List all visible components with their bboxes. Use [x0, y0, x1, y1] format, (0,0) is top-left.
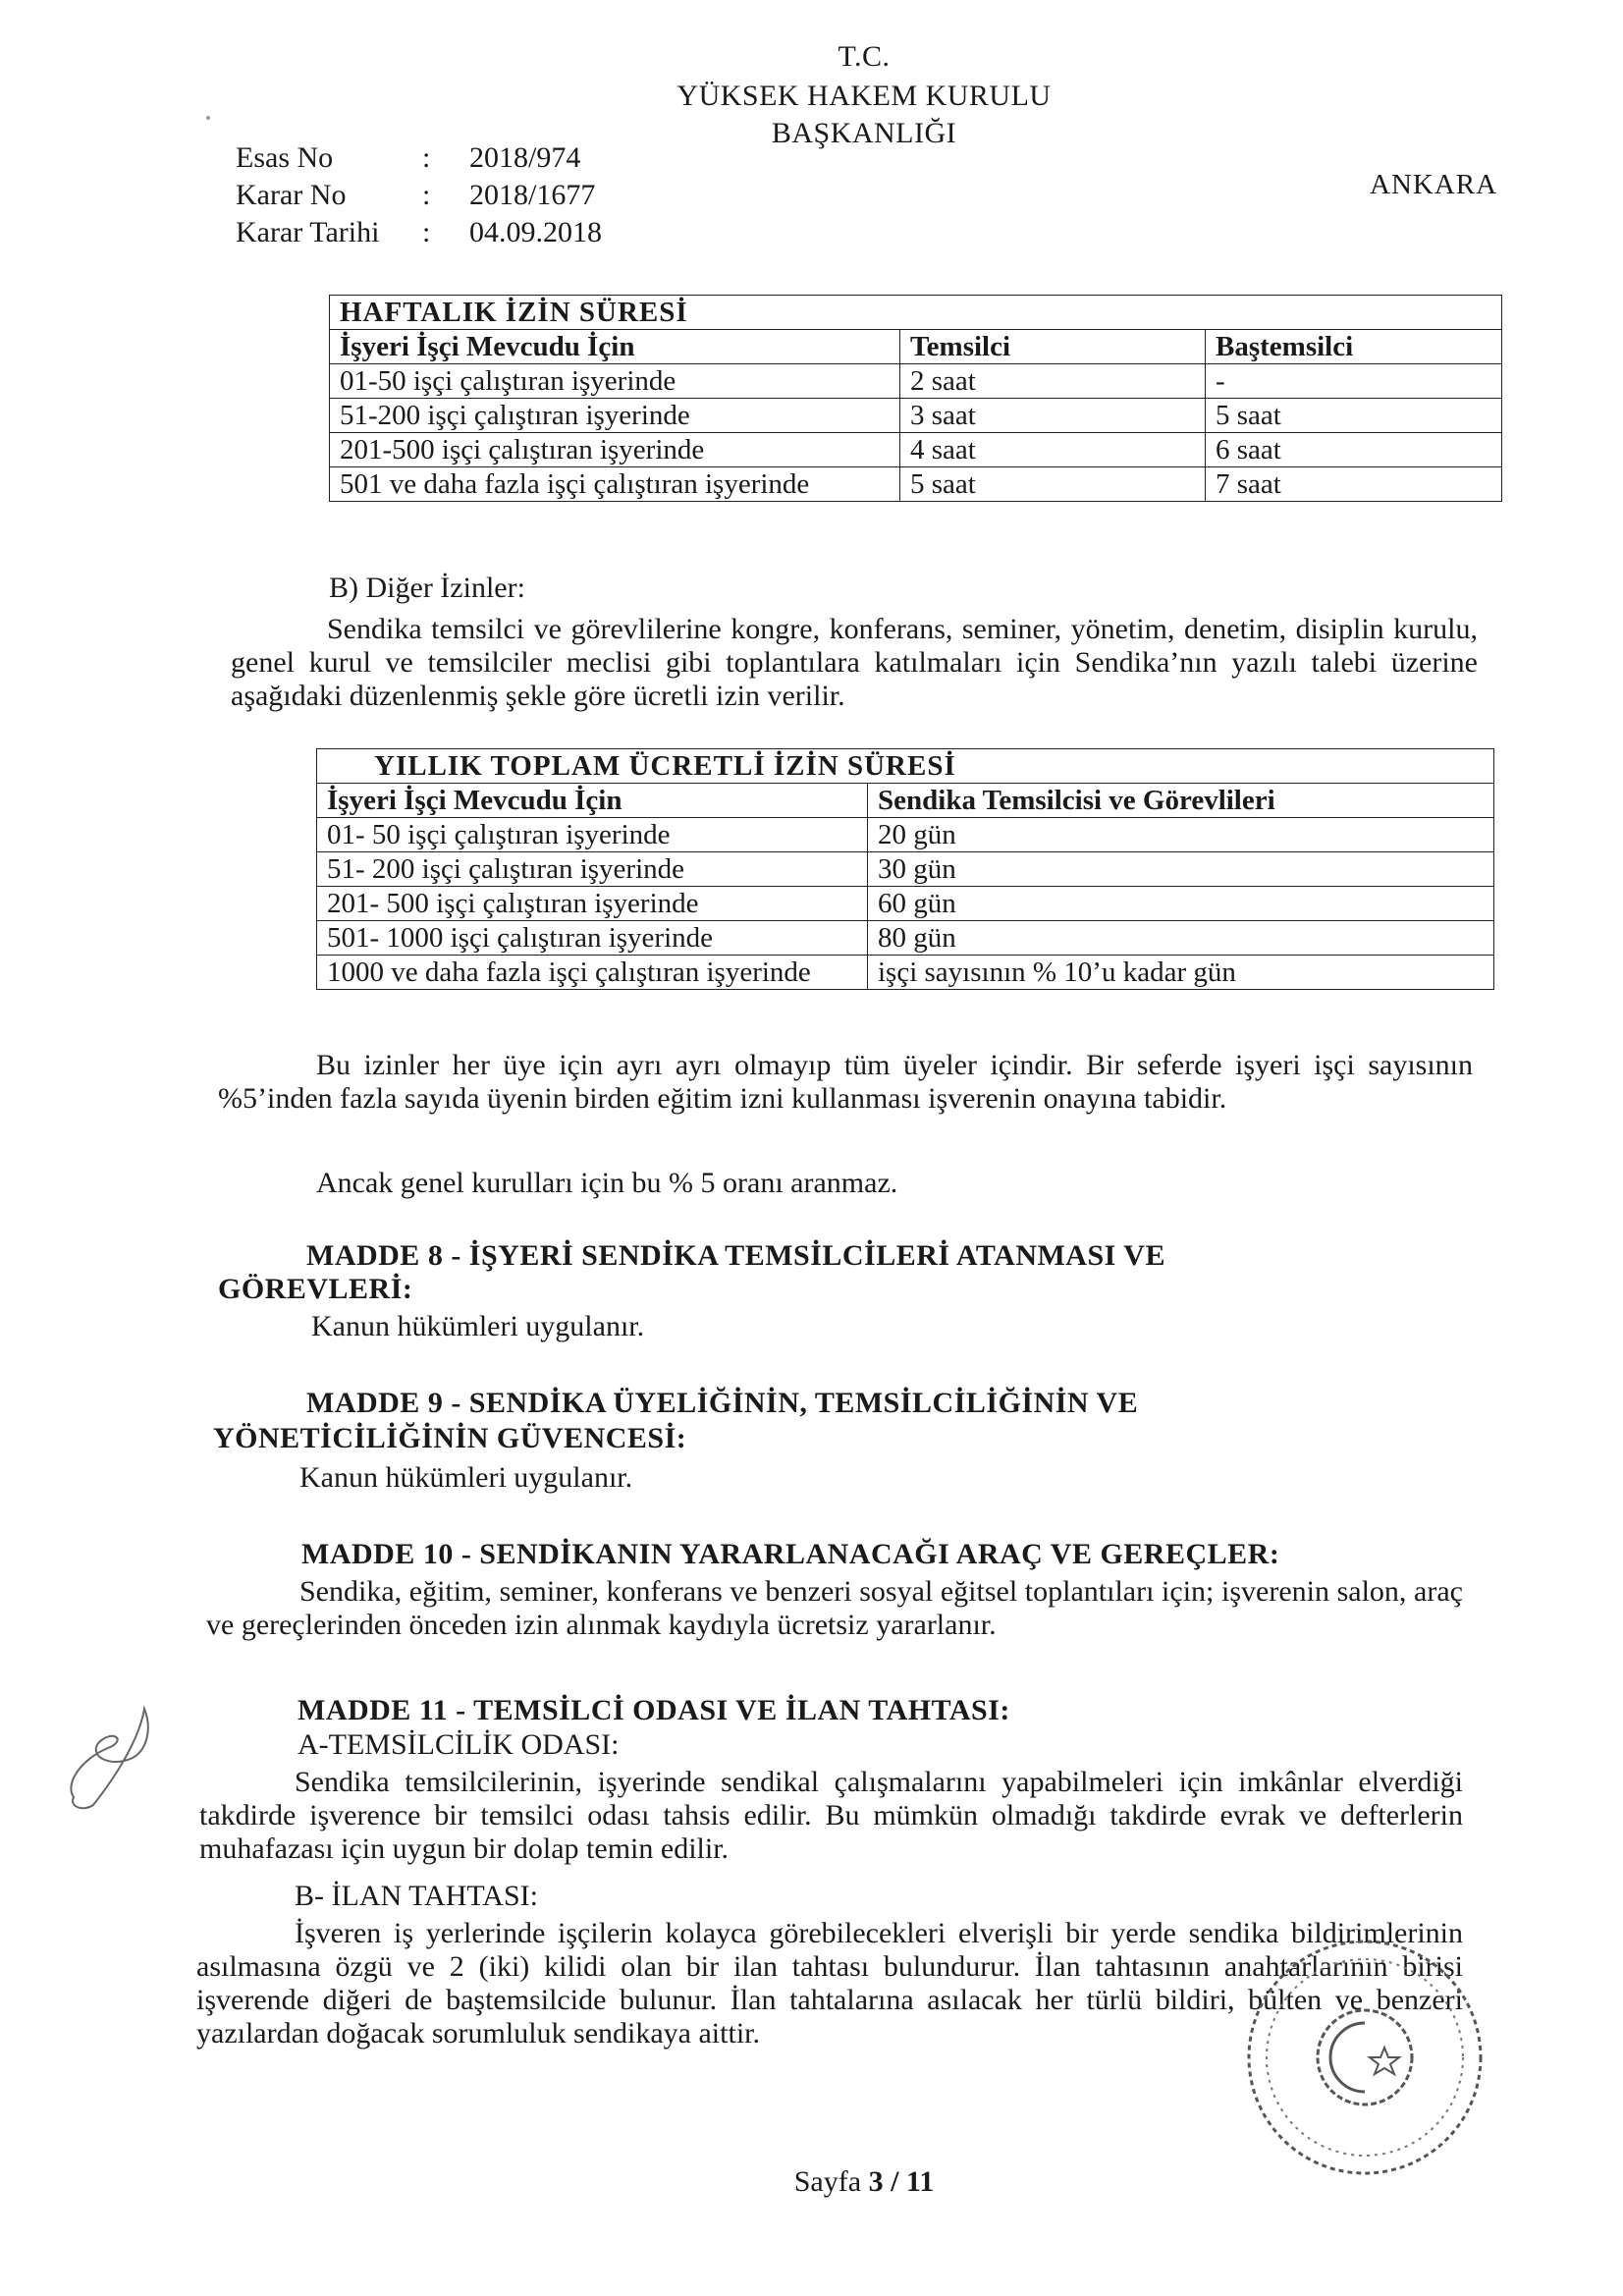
table-row	[317, 818, 1494, 852]
table-cell: 4 saat	[900, 433, 1206, 467]
table-cell: 51- 200 işçi çalıştıran işyerinde	[317, 852, 868, 887]
table-cell: 01- 50 işçi çalıştıran işyerinde	[317, 818, 868, 852]
table-cell: işçi sayısının % 10’u kadar gün	[868, 956, 1494, 990]
table-cell: 60 gün	[868, 887, 1494, 921]
meta-karar-no	[236, 178, 595, 213]
section-b-body: Sendika temsilci ve görevlilerine kongre, konferans, seminer, yönetim, denetim, disiplin kurulu, genel kurul ve temsilciler meclisi gibi toplantılara katılmaları için Sendika’nın yazılı talebi üzerine aşağıdaki düzenlenmiş şekle göre ücretli izin verilir.	[231, 613, 1478, 712]
madde-10-body: Sendika, eğitim, seminer, konferans ve benzeri sosyal eğitsel toplantıları için; işverenin salon, araç ve gereçlerinden önceden izin alınmak kaydıyla ücretsiz yararlanır.	[206, 1575, 1463, 1641]
table-cell: 1000 ve daha fazla işçi çalıştıran işyerinde	[317, 956, 868, 990]
table-cell: 30 gün	[868, 852, 1494, 887]
table-row	[317, 921, 1494, 956]
table-cell: 3 saat	[900, 399, 1206, 433]
table-cell: 51-200 işçi çalıştıran işyerinde	[330, 399, 900, 433]
madde-11-subheading-a: A-TEMSİLCİLİK ODASI:	[298, 1728, 620, 1761]
table-cell: 80 gün	[868, 921, 1494, 956]
table-cell: 20 gün	[868, 818, 1494, 852]
table-title: HAFTALIK İZİN SÜRESİ	[330, 296, 1502, 330]
header-city: ANKARA	[1370, 169, 1498, 200]
meta-value: 2018/1677	[469, 179, 596, 211]
madde-9-heading-cont: YÖNETİCİLİĞİNİN GÜVENCESİ:	[213, 1422, 687, 1454]
table-cell: 201- 500 işçi çalıştıran işyerinde	[317, 887, 868, 921]
table-cell: 5 saat	[1206, 399, 1502, 433]
madde-8-body: Kanun hükümleri uygulanır.	[311, 1310, 645, 1342]
table-cell: 5 saat	[900, 467, 1206, 502]
meta-label: Esas No	[236, 141, 334, 174]
meta-esas-no	[236, 140, 580, 176]
table-cell: 7 saat	[1206, 467, 1502, 502]
madde-9-heading: MADDE 9 - SENDİKA ÜYELİĞİNİN, TEMSİLCİLİĞİNİN VE	[306, 1387, 1139, 1419]
madde-11-heading: MADDE 11 - TEMSİLCİ ODASI VE İLAN TAHTASI:	[298, 1694, 1010, 1726]
meta-value: 04.09.2018	[469, 216, 602, 248]
meta-karar-tarihi	[236, 215, 602, 250]
madde-8-heading: MADDE 8 - İŞYERİ SENDİKA TEMSİLCİLERİ ATANMASI VE	[306, 1239, 1165, 1272]
weekly-leave-table	[329, 295, 1502, 502]
madde-10-heading: MADDE 10 - SENDİKANIN YARARLANACAĞI ARAÇ VE GEREÇLER:	[301, 1538, 1280, 1570]
table-cell: 201-500 işçi çalıştıran işyerinde	[330, 433, 900, 467]
table-cell: 501 ve daha fazla işçi çalıştıran işyerinde	[330, 467, 900, 502]
table-cell: 2 saat	[900, 364, 1206, 399]
table-row	[330, 399, 1502, 433]
madde-11-subheading-b: B- İLAN TAHTASI:	[295, 1880, 538, 1912]
meta-label: Karar Tarihi	[236, 216, 380, 248]
column-header: İşyeri İşçi Mevcudu İçin	[330, 330, 900, 364]
page-number: 3 / 11	[868, 2165, 935, 2198]
table-row	[317, 956, 1494, 990]
page-label: Sayfa	[793, 2165, 869, 2198]
madde-11-body-b: İşveren iş yerlerinde işçilerin kolayca görebilecekleri elverişli bir yerde sendika bildirimlerinin asılmasına özgü ve 2 (iki) kilidi olan bir ilan tahtası bulundurur. İlan tahtasının anahtarlarının birisi işverende diğeri de baştemsilcide bulunur. İlan tahtalarına asılacak her türlü bildiri, bülten ve benzeri yazılardan doğacak sorumluluk sendikaya aittir.	[196, 1917, 1463, 2050]
annual-leave-table	[316, 748, 1494, 990]
leave-note-paragraph: Bu izinler her üye için ayrı ayrı olmayıp tüm üyeler içindir. Bir seferde işyeri işçi sayısının %5’inden fazla sayıda üyenin birden eğitim izni kullanması işverenin onayına tabidir.	[218, 1049, 1473, 1115]
header-organization: YÜKSEK HAKEM KURULU	[676, 80, 1052, 112]
section-b-title: B) Diğer İzinler:	[329, 572, 525, 604]
official-seal	[1217, 1925, 1512, 2190]
table-row	[330, 364, 1502, 399]
table-row	[330, 467, 1502, 502]
table-cell: 501- 1000 işçi çalıştıran işyerinde	[317, 921, 868, 956]
meta-sep: :	[422, 179, 431, 211]
column-header: Baştemsilci	[1206, 330, 1502, 364]
signature-initials	[54, 1689, 162, 1817]
meta-label: Karar No	[236, 179, 347, 211]
madde-9-body: Kanun hükümleri uygulanır.	[299, 1461, 633, 1494]
meta-sep: :	[422, 141, 431, 174]
table-row	[317, 887, 1494, 921]
column-header: İşyeri İşçi Mevcudu İçin	[317, 784, 868, 818]
meta-sep: :	[422, 216, 431, 248]
header-tc: T.C.	[838, 40, 891, 73]
meta-value: 2018/974	[469, 141, 581, 174]
table-row	[330, 433, 1502, 467]
table-cell: -	[1206, 364, 1502, 399]
header-presidency: BAŞKANLIĞI	[771, 117, 957, 149]
madde-11-body-a: Sendika temsilcilerinin, işyerinde sendikal çalışmalarını yapabilmeleri için imkânlar elverdiği takdirde işverence bir temsilci odası tahsis edilir. Bu mümkün olmadığı takdirde evrak ve defterlerin muhafazası için uygun bir dolap temin edilir.	[199, 1766, 1463, 1865]
column-header: Sendika Temsilcisi ve Görevlileri	[868, 784, 1494, 818]
madde-8-heading-cont: GÖREVLERİ:	[218, 1273, 413, 1305]
table-cell: 01-50 işçi çalıştıran işyerinde	[330, 364, 900, 399]
table-cell: 6 saat	[1206, 433, 1502, 467]
column-header: Temsilci	[900, 330, 1206, 364]
leave-note-exception: Ancak genel kurulları için bu % 5 oranı aranmaz.	[316, 1167, 898, 1199]
table-title: YILLIK TOPLAM ÜCRETLİ İZİN SÜRESİ	[317, 749, 1494, 784]
table-row	[317, 852, 1494, 887]
